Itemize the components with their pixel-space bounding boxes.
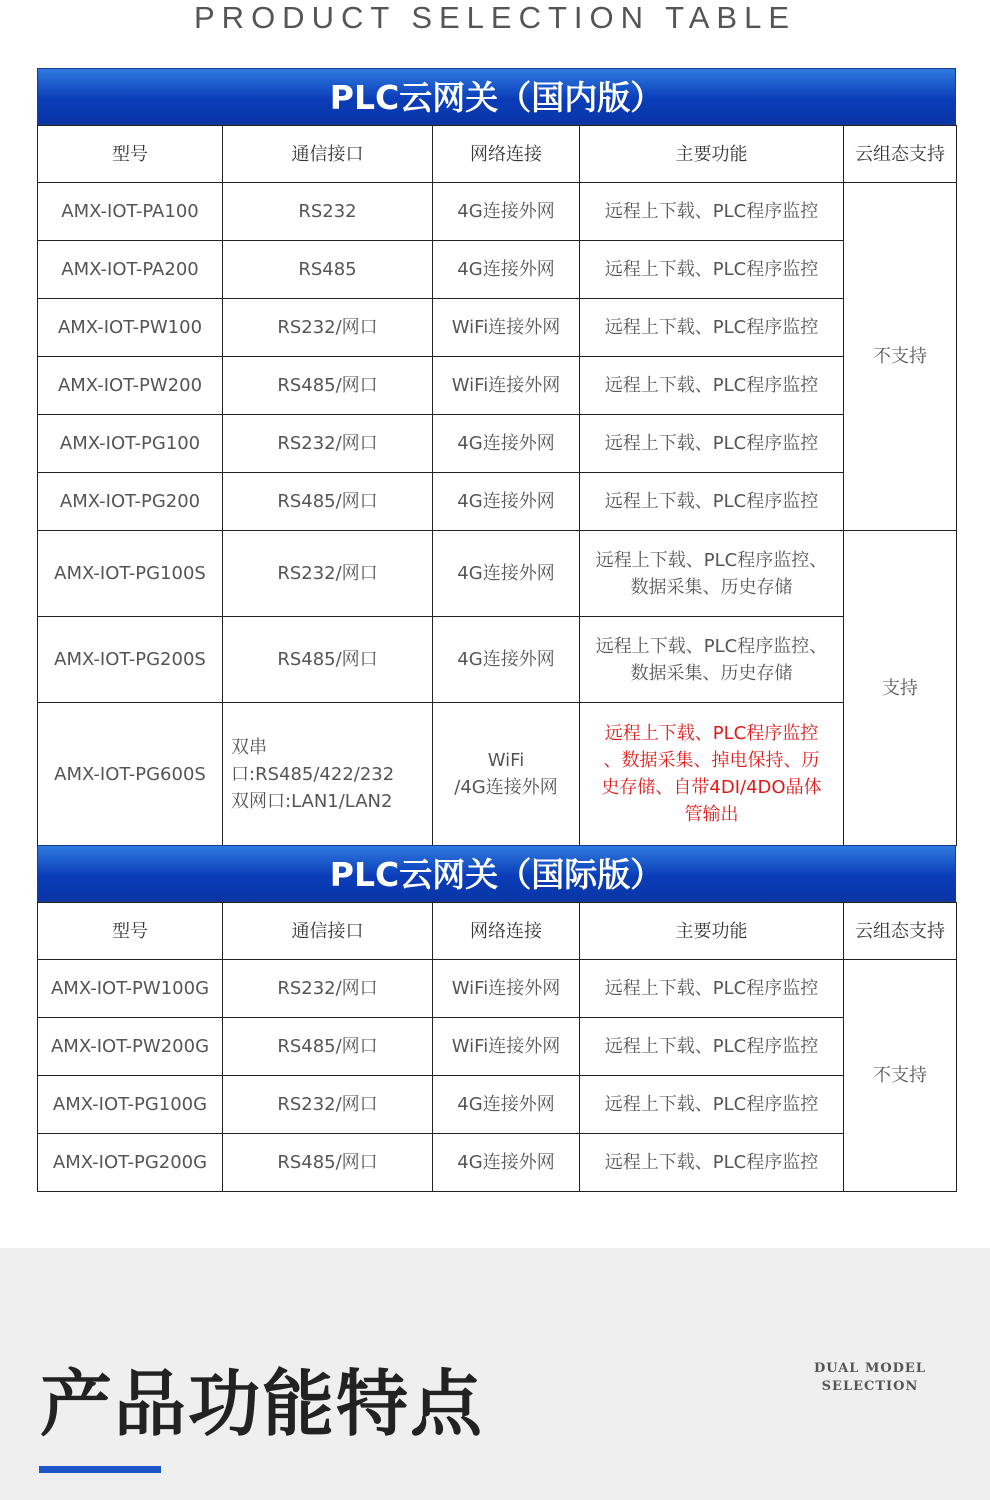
model-cell: AMX-IOT-PG200S [38,617,223,703]
network-cell: 4G连接外网 [433,1134,580,1192]
accent-bar [39,1466,161,1473]
column-header: 通信接口 [223,126,433,183]
column-header: 网络连接 [433,126,580,183]
interface-cell: RS485/网口 [223,473,433,531]
interface-cell: RS232/网口 [223,531,433,617]
features-subtitle-line2: SELECTION [821,1379,919,1394]
model-cell: AMX-IOT-PW100G [38,960,223,1018]
cloud-support-cell: 支持 [844,531,957,846]
function-cell: 远程上下载、PLC程序监控 [580,299,844,357]
interface-cell: RS485/网口 [223,1134,433,1192]
model-cell: AMX-IOT-PG200 [38,473,223,531]
function-cell: 远程上下载、PLC程序监控 [580,1134,844,1192]
function-cell: 远程上下载、PLC程序监控 [580,473,844,531]
table-row [38,183,957,241]
table-header-row [38,903,957,960]
interface-cell: RS232/网口 [223,299,433,357]
table-row [38,1076,957,1134]
function-cell: 远程上下载、PLC程序监控 [580,1018,844,1076]
network-cell: 4G连接外网 [433,1076,580,1134]
model-cell: AMX-IOT-PG200G [38,1134,223,1192]
function-cell: 远程上下载、PLC程序监控 [580,183,844,241]
table-row [38,241,957,299]
network-cell: 4G连接外网 [433,473,580,531]
interface-cell: RS232/网口 [223,1076,433,1134]
column-header: 网络连接 [433,903,580,960]
table-row [38,617,957,703]
model-cell: AMX-IOT-PW100 [38,299,223,357]
domestic-banner: PLC云网关（国内版） [37,68,956,125]
page-title: PRODUCT SELECTION TABLE [194,0,796,35]
function-cell: 远程上下载、PLC程序监控、 数据采集、历史存储 [580,617,844,703]
column-header: 云组态支持 [844,126,957,183]
model-cell: AMX-IOT-PW200G [38,1018,223,1076]
model-cell: AMX-IOT-PG600S [38,703,223,846]
table-row [38,357,957,415]
interface-cell: 双串口:RS485/422/232 双网口:LAN1/LAN2 [223,703,433,846]
network-cell: WiFi连接外网 [433,960,580,1018]
domestic-table [37,125,957,846]
model-cell: AMX-IOT-PG100G [38,1076,223,1134]
column-header: 主要功能 [580,126,844,183]
column-header: 通信接口 [223,903,433,960]
table-row [38,531,957,617]
column-header: 型号 [38,126,223,183]
column-header: 云组态支持 [844,903,957,960]
column-header: 型号 [38,903,223,960]
network-cell: WiFi /4G连接外网 [433,703,580,846]
model-cell: AMX-IOT-PW200 [38,357,223,415]
domestic-table-section [37,68,956,846]
features-title: 产品功能特点 [40,1362,485,1446]
interface-cell: RS232/网口 [223,415,433,473]
column-header: 主要功能 [580,903,844,960]
table-row [38,473,957,531]
function-cell: 远程上下载、PLC程序监控 [580,357,844,415]
network-cell: 4G连接外网 [433,415,580,473]
function-cell: 远程上下载、PLC程序监控 [580,415,844,473]
network-cell: WiFi连接外网 [433,1018,580,1076]
function-cell: 远程上下载、PLC程序监控 [580,1076,844,1134]
network-cell: 4G连接外网 [433,531,580,617]
network-cell: 4G连接外网 [433,617,580,703]
interface-cell: RS485/网口 [223,357,433,415]
interface-cell: RS232 [223,183,433,241]
interface-cell: RS485/网口 [223,1018,433,1076]
interface-cell: RS485 [223,241,433,299]
cloud-support-cell: 不支持 [844,960,957,1192]
cloud-support-cell: 不支持 [844,183,957,531]
model-cell: AMX-IOT-PG100S [38,531,223,617]
international-banner: PLC云网关（国际版） [37,845,956,902]
table-row [38,415,957,473]
international-table [37,902,957,1192]
network-cell: WiFi连接外网 [433,299,580,357]
table-row [38,299,957,357]
function-cell: 远程上下载、PLC程序监控、 数据采集、历史存储 [580,531,844,617]
table-header-row [38,126,957,183]
features-subtitle [800,1360,940,1396]
features-subtitle-line1: DUAL MODEL [813,1361,926,1376]
interface-cell: RS485/网口 [223,617,433,703]
function-cell: 远程上下载、PLC程序监控 [580,960,844,1018]
model-cell: AMX-IOT-PG100 [38,415,223,473]
network-cell: 4G连接外网 [433,241,580,299]
function-cell-highlight: 远程上下载、PLC程序监控 、数据采集、掉电保持、历 史存储、自带4DI/4DO晶体 管输出 [580,703,844,846]
network-cell: WiFi连接外网 [433,357,580,415]
function-cell: 远程上下载、PLC程序监控 [580,241,844,299]
model-cell: AMX-IOT-PA200 [38,241,223,299]
table-row [38,1134,957,1192]
table-row [38,1018,957,1076]
table-row [38,703,957,846]
international-table-section [37,845,956,1192]
interface-cell: RS232/网口 [223,960,433,1018]
table-row [38,960,957,1018]
model-cell: AMX-IOT-PA100 [38,183,223,241]
network-cell: 4G连接外网 [433,183,580,241]
